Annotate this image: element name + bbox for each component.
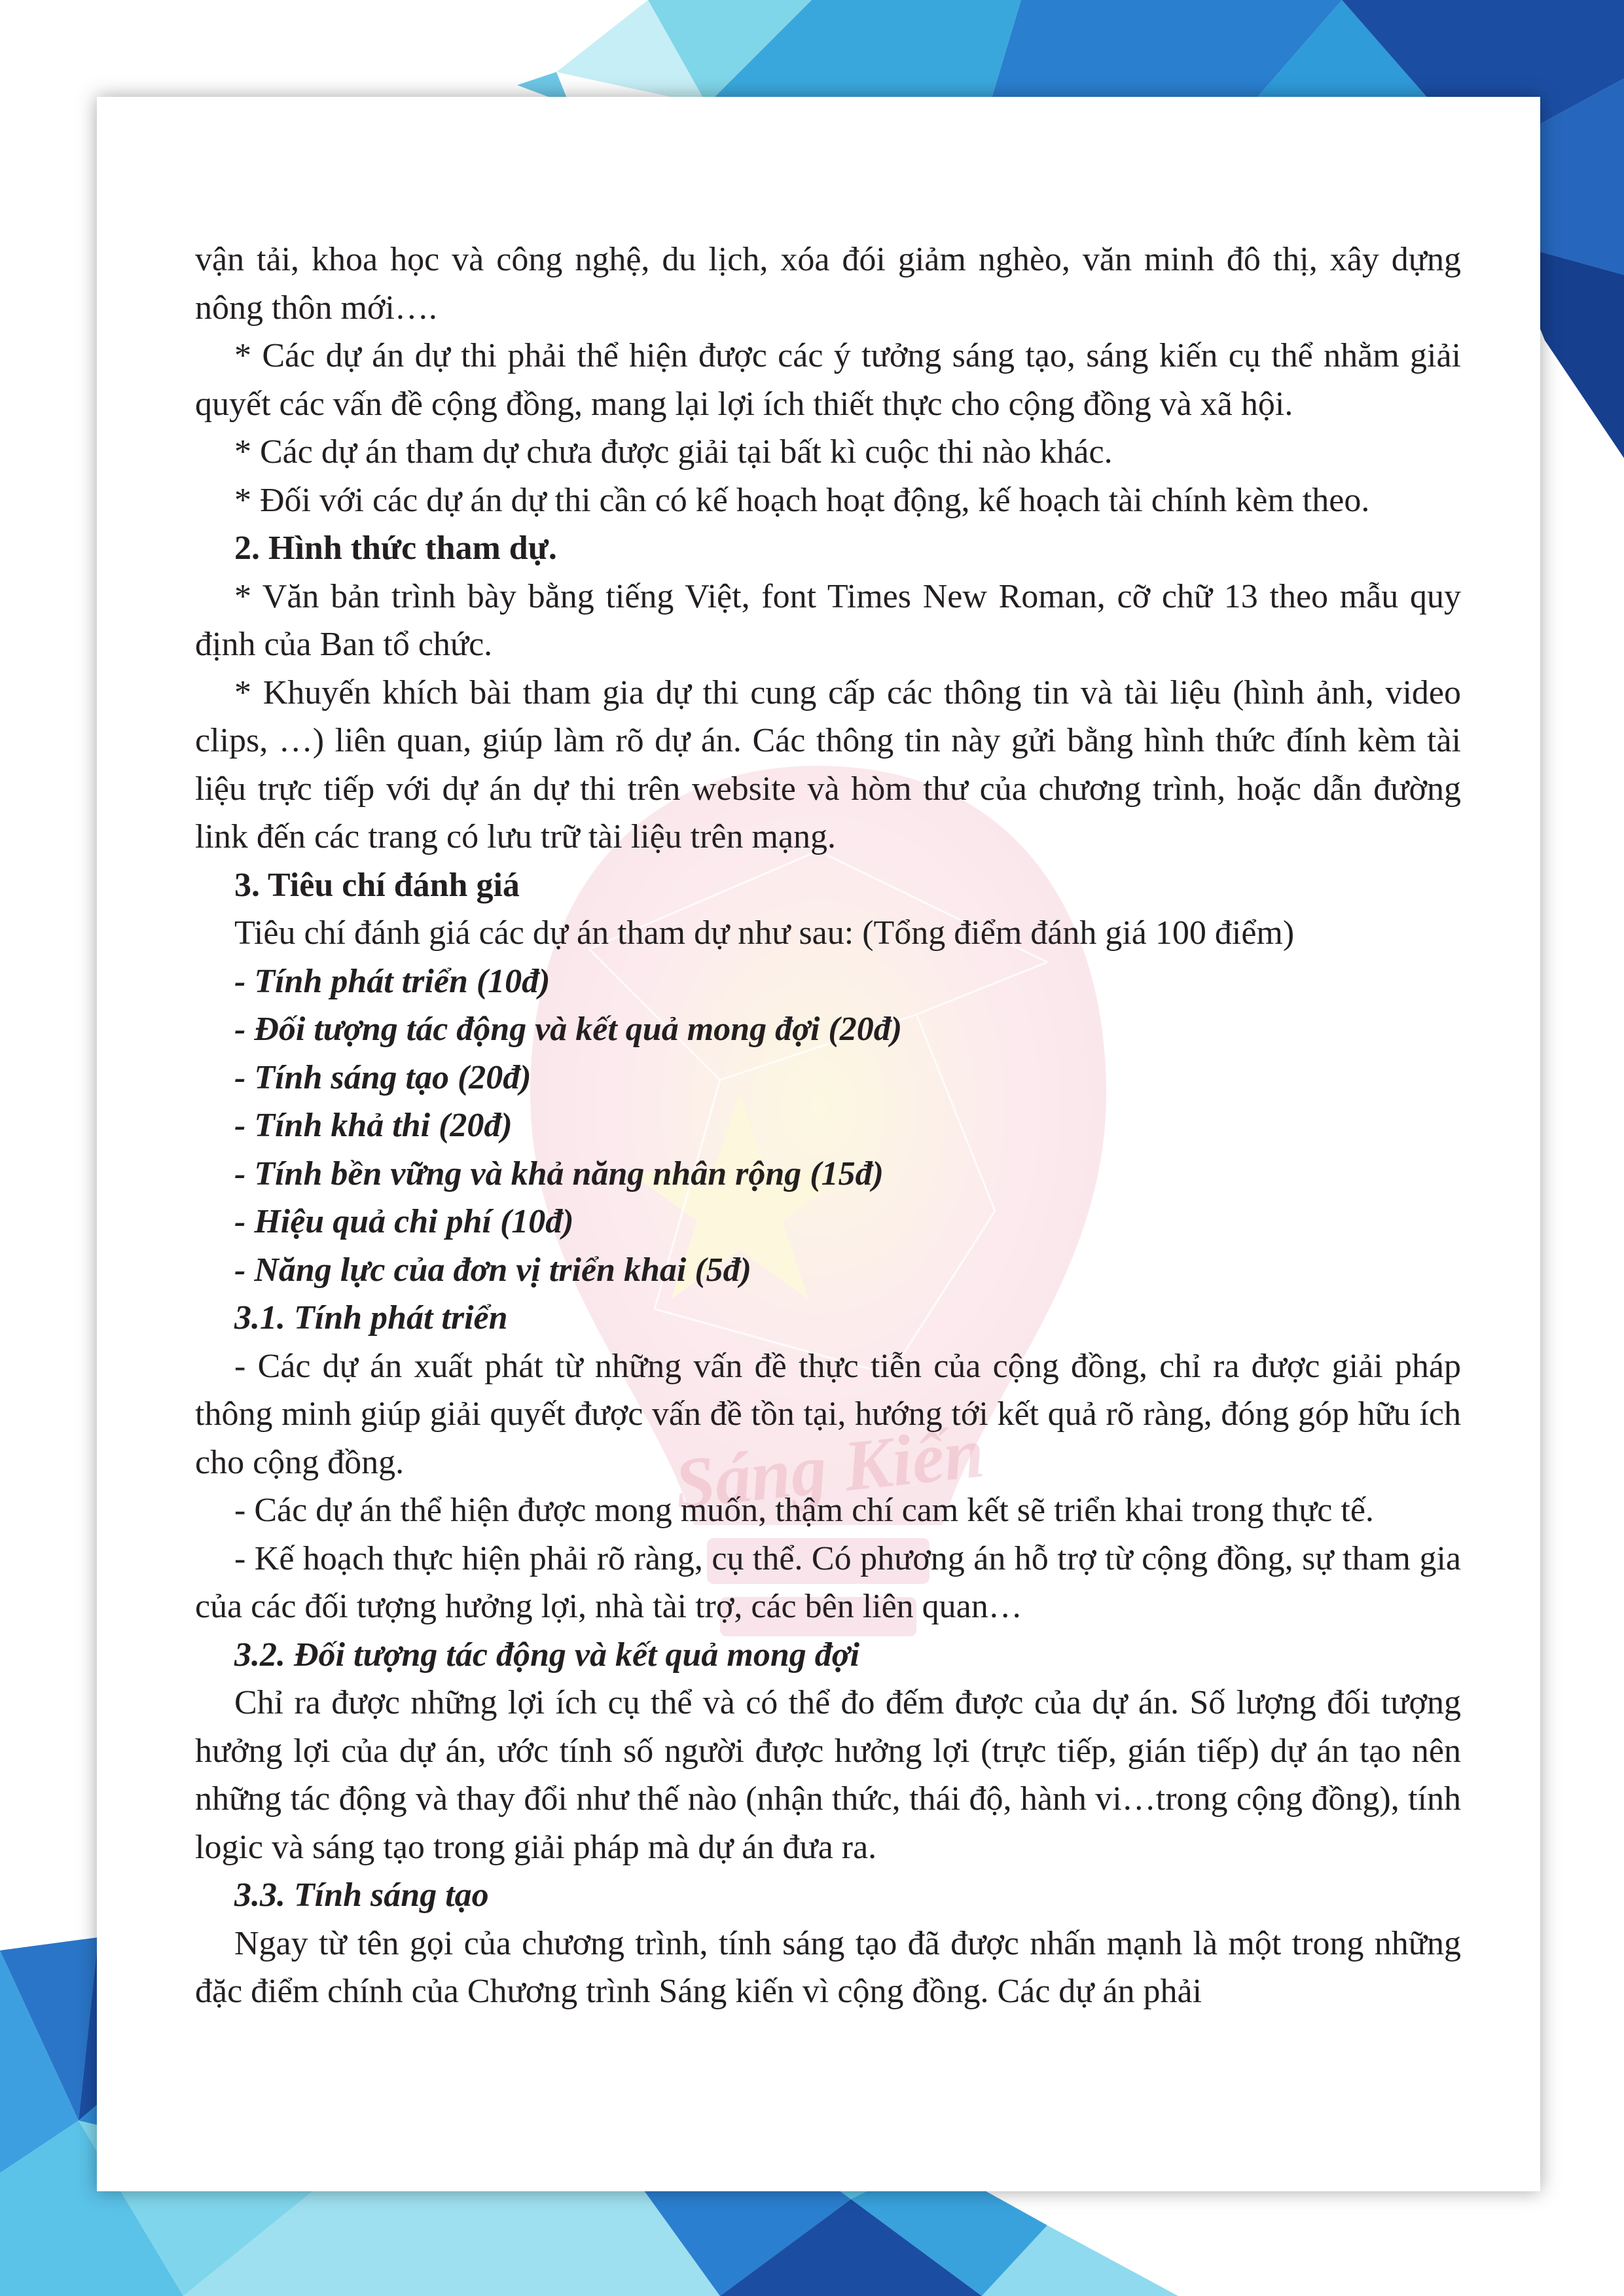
subsection-heading: 3.1. Tính phát triển	[234, 1299, 508, 1336]
criteria-item: - Đối tượng tác động và kết quả mong đợi (20đ)	[234, 1011, 903, 1048]
section-heading: 3. Tiêu chí đánh giá	[234, 866, 520, 904]
paragraph: Ngay từ tên gọi của chương trình, tính sáng tạo đã được nhấn mạnh là một trong những đặc điểm chính của Chương trình Sáng kiến vì cộng đồng. Các dự án phải	[195, 1924, 1461, 2010]
paragraph: * Khuyến khích bài tham gia dự thi cung cấp các thông tin và tài liệu (hình ảnh, video clips, …) liên quan, giúp làm rõ dự án. Các thông tin này gửi bằng hình thức đính kèm tài liệu trực tiếp với dự án dự thi trên website và hòm thư của chương trình, hoặc dẫn đường link đến các trang có lưu trữ tài liệu trên mạng.	[195, 673, 1461, 855]
document-body	[195, 236, 1461, 2016]
subsection-heading: 3.3. Tính sáng tạo	[234, 1876, 489, 1914]
paragraph: Chỉ ra được những lợi ích cụ thể và có thể đo đếm được của dự án. Số lượng đối tượng hưởng lợi của dự án, ước tính số người được hưởng lợi (trực tiếp, gián tiếp) dự án tạo nên những tác động và thay đổi như thế nào (nhận thức, thái độ, hành vi…trong cộng đồng), tính logic và sáng tạo trong giải pháp mà dự án đưa ra.	[195, 1684, 1461, 1866]
paragraph: - Các dự án xuất phát từ những vấn đề thực tiễn của cộng đồng, chỉ ra được giải pháp thông minh giúp giải quyết được vấn đề tồn tại, hướng tới kết quả rõ ràng, đóng góp hữu ích cho cộng đồng.	[195, 1347, 1461, 1481]
watermark-text: Sáng Kiến	[670, 1412, 988, 1524]
subsection-heading: 3.2. Đối tượng tác động và kết quả mong đợi	[234, 1636, 860, 1674]
paragraph: Tiêu chí đánh giá các dự án tham dự như sau: (Tổng điểm đánh giá 100 điểm)	[234, 914, 1295, 952]
section-heading: 2. Hình thức tham dự.	[234, 529, 557, 567]
criteria-item: - Tính sáng tạo (20đ)	[234, 1058, 532, 1096]
paragraph: * Văn bản trình bày bằng tiếng Việt, font Times New Roman, cỡ chữ 13 theo mẫu quy định của Ban tổ chức.	[195, 577, 1461, 663]
paragraph: * Đối với các dự án dự thi cần có kế hoạch hoạt động, kế hoạch tài chính kèm theo.	[234, 481, 1370, 519]
criteria-item: - Tính phát triển (10đ)	[234, 962, 550, 1000]
criteria-item: - Năng lực của đơn vị triển khai (5đ)	[234, 1251, 751, 1289]
paragraph: vận tải, khoa học và công nghệ, du lịch, xóa đói giảm nghèo, văn minh đô thị, xây dựng nông thôn mới….	[195, 241, 1461, 327]
criteria-item: - Tính khả thi (20đ)	[234, 1107, 513, 1144]
criteria-item: - Hiệu quả chi phí (10đ)	[234, 1203, 574, 1240]
paragraph: - Kế hoạch thực hiện phải rõ ràng, cụ thể. Có phương án hỗ trợ từ cộng đồng, sự tham gia của các đối tượng hưởng lợi, nhà tài trợ, các bên liên quan…	[195, 1539, 1461, 1625]
paragraph: * Các dự án tham dự chưa được giải tại bất kì cuộc thi nào khác.	[234, 433, 1113, 471]
criteria-item: - Tính bền vững và khả năng nhân rộng (15đ)	[234, 1155, 884, 1193]
paragraph: * Các dự án dự thi phải thể hiện được các ý tưởng sáng tạo, sáng kiến cụ thể nhằm giải quyết các vấn đề cộng đồng, mang lại lợi ích thiết thực cho cộng đồng và xã hội.	[195, 337, 1461, 423]
paragraph: - Các dự án thể hiện được mong muốn, thậm chí cam kết sẽ triển khai trong thực tế.	[234, 1492, 1374, 1529]
